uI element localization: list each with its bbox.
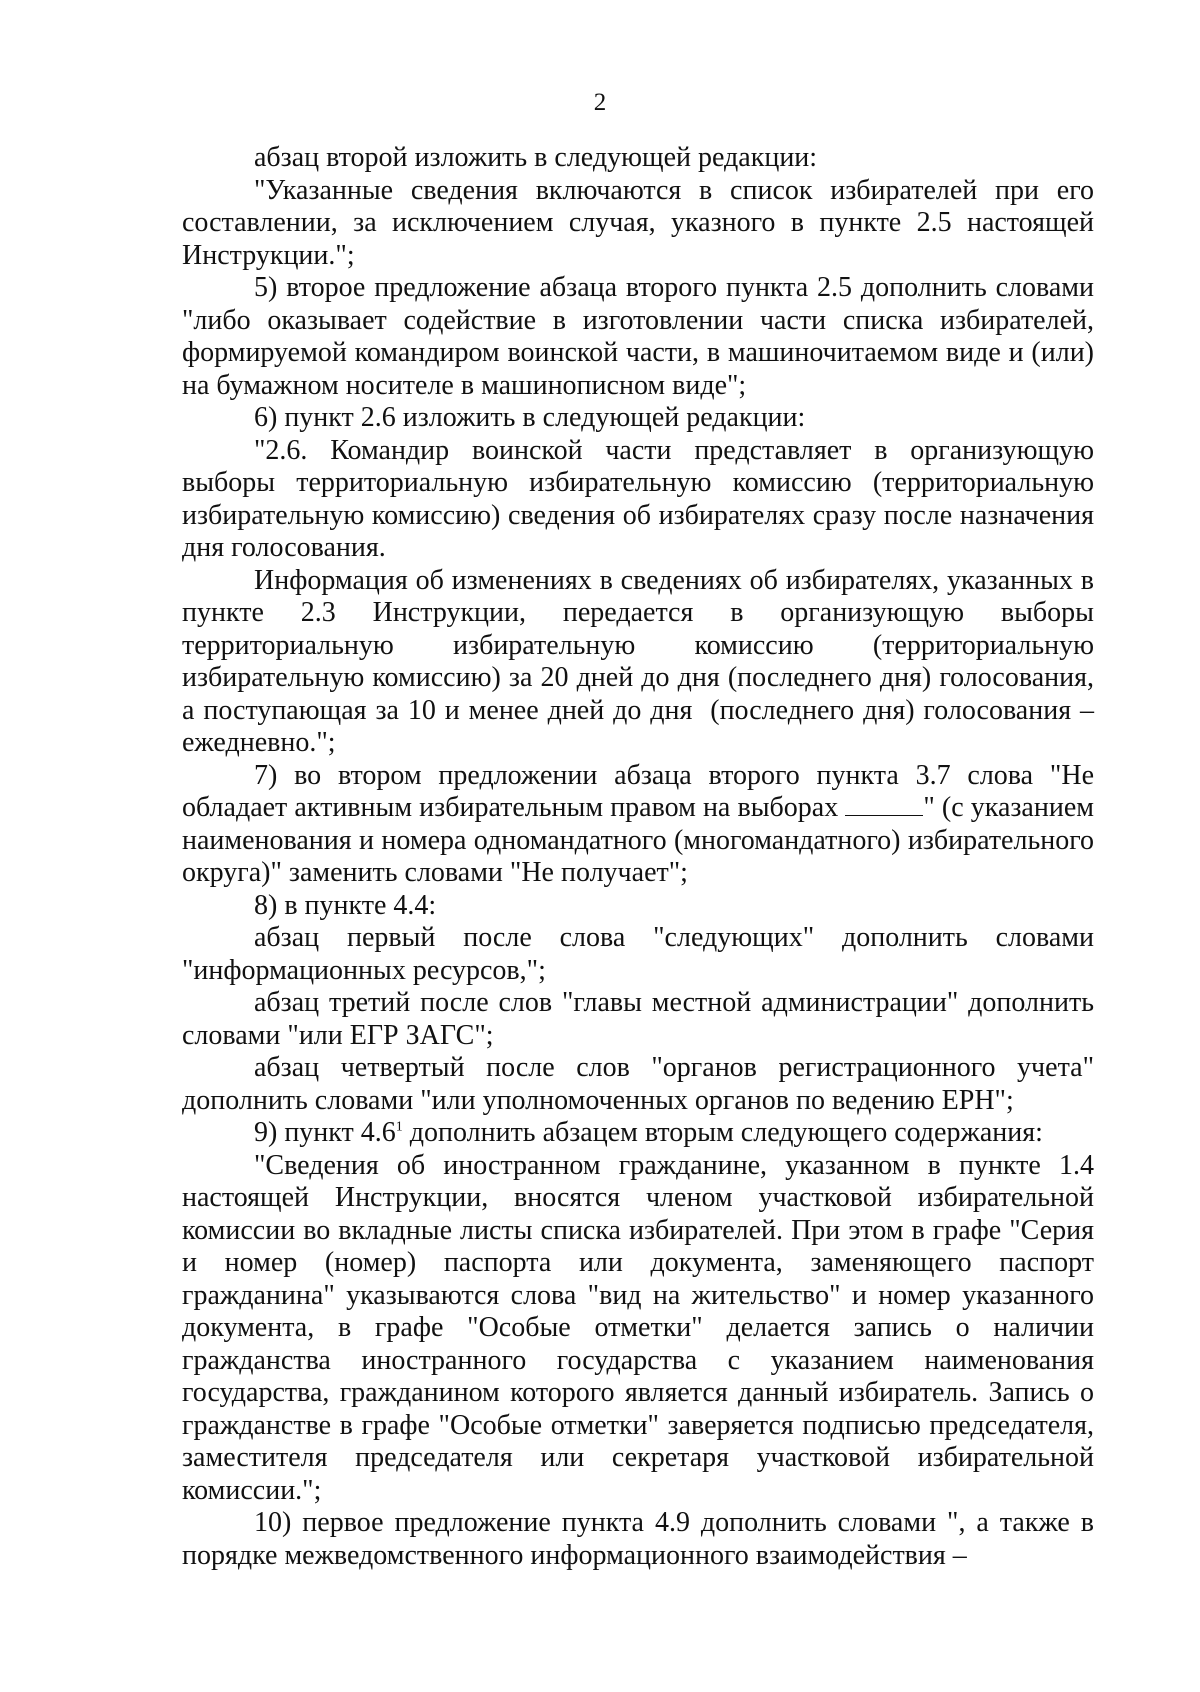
paragraph-item-10: 10) первое предложение пункта 4.9 дополнить словами ", а также в порядке межведомственного информационного взаимодействия – bbox=[182, 1507, 1101, 1571]
paragraph-item-8: 8) в пункте 4.4: bbox=[254, 889, 437, 921]
paragraph-item-5: 5) второе предложение абзаца второго пункта 2.5 дополнить словами "либо оказывает содействие в изготовлении части списка избирателей, формируемой командиром воинской части, в машиночитаемом виде и (или) на бумажном носителе в машинописном виде"; bbox=[182, 272, 1101, 401]
item-9-text-start: 9) пункт 4.6 bbox=[254, 1117, 396, 1148]
item-7-text-end: " (с указанием наименования и номера одномандатного (многомандатного) избирательного округа)" заменить словами "Не получает"; bbox=[182, 792, 1101, 888]
paragraph-quote-2-6: "2.6. Командир воинской части представляет в организующую выборы территориальную избирательную комиссию (территориальную избирательную комиссию) сведения об избирателях сразу после назначения дня голосования. bbox=[182, 434, 1101, 563]
page-number: 2 bbox=[593, 89, 607, 116]
item-7-text-start: 7) во втором предложении абзаца второго пункта 3.7 слова "Не обладает активным избирательным правом на выборах bbox=[182, 759, 1101, 823]
paragraph-item-8-first: абзац первый после слова "следующих" дополнить словами "информационных ресурсов,"; bbox=[182, 922, 1101, 986]
paragraph-quote-list: "Указанные сведения включаются в список избирателей при его составлении, за исключением случая, указного в пункте 2.5 настоящей Инструкции."; bbox=[182, 174, 1101, 271]
item-9-text-end: дополнить абзацем вторым следующего содержания: bbox=[402, 1117, 1043, 1148]
blank-underline bbox=[845, 795, 923, 816]
paragraph-information: Информация об изменениях в сведениях об избирателях, указанных в пункте 2.3 Инструкции, передается в организующую выборы территориальную избирательную комиссию (территориальную избирательную комиссию) за 20 дней до дня (последнего дня) голосования, а поступающая за 10 и менее дней до дня (последнего дня) голосования – ежедневно."; bbox=[182, 564, 1101, 758]
paragraph-item-6: 6) пункт 2.6 изложить в следующей редакции: bbox=[254, 402, 806, 433]
paragraph-foreign-citizen: "Сведения об иностранном гражданине, указанном в пункте 1.4 настоящей Инструкции, вносятся членом участковой избирательной комиссии во вкладные листы списка избирателей. При этом в графе "Серия и номер (номер) паспорта или документа, заменяющего паспорт гражданина" указываются слова "вид на жительство" и номер указанного документа, в графе "Особые отметки" делается запись о наличии гражданства иностранного государства с указанием наименования государства, гражданином которого является данный избиратель. Запись о гражданстве в графе "Особые отметки" заверяется подписью председателя, заместителя председателя или секретаря участковой избирательной комиссии."; bbox=[182, 1149, 1101, 1506]
paragraph-item-9 bbox=[182, 1117, 1094, 1150]
superscript-index: 1 bbox=[395, 1119, 403, 1135]
document-body bbox=[182, 142, 1101, 1572]
paragraph-item-7 bbox=[182, 759, 1101, 890]
paragraph-item-8-third: абзац третий после слов "главы местной администрации" дополнить словами "или ЕГР ЗАГС"; bbox=[182, 987, 1101, 1051]
paragraph-intro: абзац второй изложить в следующей редакции: bbox=[254, 142, 818, 173]
paragraph-item-8-fourth: абзац четвертый после слов "органов регистрационного учета" дополнить словами "или уполномоченных органов по ведению ЕРН"; bbox=[182, 1052, 1101, 1116]
